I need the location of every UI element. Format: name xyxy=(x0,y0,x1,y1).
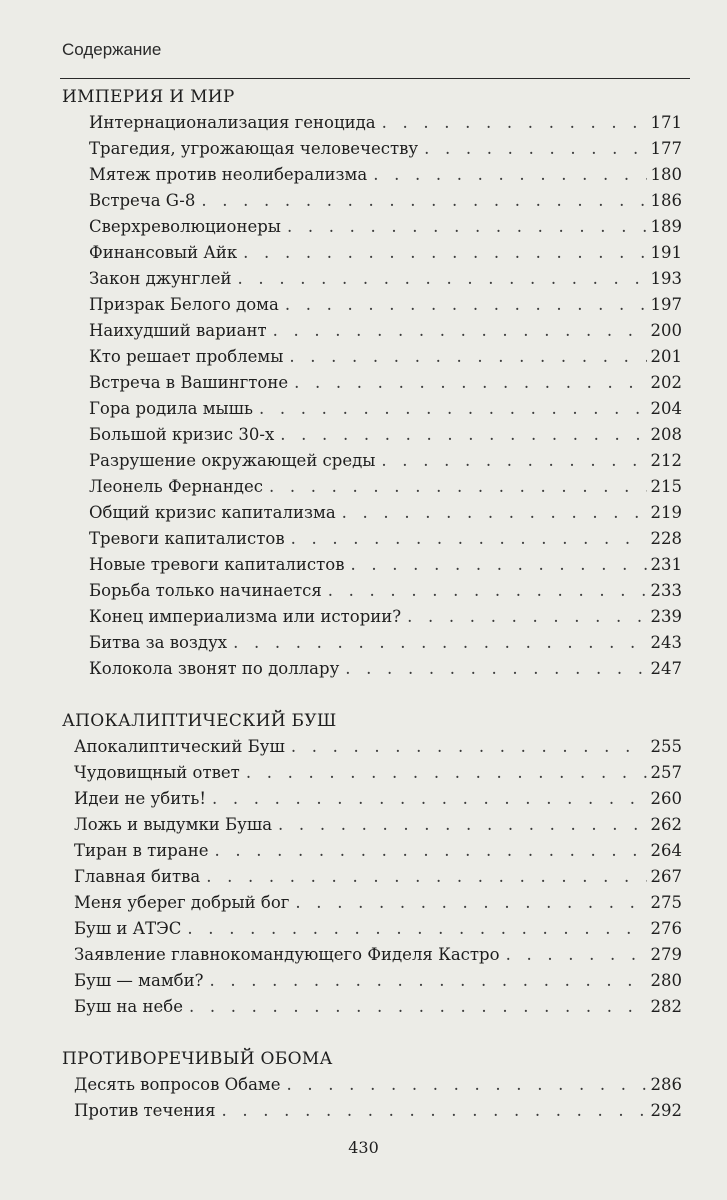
dot-leader xyxy=(345,656,646,682)
entry-page-number: 201 xyxy=(650,347,682,366)
entry-page-number: 279 xyxy=(650,945,682,964)
entry-page-number: 267 xyxy=(650,867,682,886)
dot-leader xyxy=(291,734,647,760)
entry-title: Сверхреволюционеры xyxy=(89,217,281,236)
entry-title: Наихудший вариант xyxy=(89,321,267,340)
entry-title: Идеи не убить! xyxy=(74,789,206,808)
toc-entry xyxy=(62,188,682,214)
entry-title: Интернационализация геноцида xyxy=(89,113,376,132)
dot-leader xyxy=(328,578,647,604)
dot-leader xyxy=(407,604,646,630)
entry-page-number: 177 xyxy=(650,139,682,158)
dot-leader xyxy=(506,942,647,968)
entry-title: Апокалиптический Буш xyxy=(74,737,285,756)
toc-entry xyxy=(62,162,682,188)
dot-leader xyxy=(243,240,646,266)
entry-page-number: 255 xyxy=(650,737,682,756)
dot-leader xyxy=(246,760,647,786)
toc-entry xyxy=(62,318,682,344)
dot-leader xyxy=(287,1072,647,1098)
toc-entry xyxy=(62,266,682,292)
toc-entry xyxy=(62,864,682,890)
toc-entry xyxy=(62,838,682,864)
entry-page-number: 280 xyxy=(650,971,682,990)
section-entries-apocalyptic-bush xyxy=(62,734,682,1020)
entry-title: Разрушение окружающей среды xyxy=(89,451,376,470)
entry-page-number: 247 xyxy=(650,659,682,678)
toc-entry xyxy=(62,240,682,266)
dot-leader xyxy=(214,838,646,864)
entry-page-number: 219 xyxy=(650,503,682,522)
dot-leader xyxy=(209,968,646,994)
entry-page-number: 200 xyxy=(650,321,682,340)
entry-page-number: 228 xyxy=(650,529,682,548)
toc-entry xyxy=(62,890,682,916)
entry-title: Мятеж против неолиберализма xyxy=(89,165,368,184)
entry-title: Главная битва xyxy=(74,867,201,886)
entry-page-number: 262 xyxy=(650,815,682,834)
toc-entry xyxy=(62,526,682,552)
entry-title: Финансовый Айк xyxy=(89,243,238,262)
dot-leader xyxy=(187,916,646,942)
entry-title: Буш — мамби? xyxy=(74,971,204,990)
entry-page-number: 202 xyxy=(650,373,682,392)
entry-page-number: 243 xyxy=(650,633,682,652)
entry-page-number: 233 xyxy=(650,581,682,600)
toc-entry xyxy=(62,474,682,500)
dot-leader xyxy=(424,136,646,162)
toc-entry xyxy=(62,136,682,162)
table-of-contents xyxy=(62,84,682,1124)
entry-title: Встреча в Вашингтоне xyxy=(89,373,289,392)
entry-page-number: 264 xyxy=(650,841,682,860)
entry-title: Кто решает проблемы xyxy=(89,347,284,366)
running-head: Содержание xyxy=(62,40,162,59)
toc-entry xyxy=(62,760,682,786)
dot-leader xyxy=(285,292,647,318)
dot-leader xyxy=(238,266,647,292)
entry-title: Встреча G-8 xyxy=(89,191,196,210)
section-entries-empire-and-world xyxy=(62,110,682,682)
toc-entry xyxy=(62,422,682,448)
toc-entry xyxy=(62,110,682,136)
toc-entry xyxy=(62,786,682,812)
entry-page-number: 208 xyxy=(650,425,682,444)
toc-entry xyxy=(62,968,682,994)
dot-leader xyxy=(269,474,647,500)
entry-page-number: 292 xyxy=(650,1101,682,1120)
entry-page-number: 286 xyxy=(650,1075,682,1094)
entry-page-number: 275 xyxy=(650,893,682,912)
entry-page-number: 186 xyxy=(650,191,682,210)
toc-entry xyxy=(62,994,682,1020)
toc-entry xyxy=(62,214,682,240)
toc-entry xyxy=(62,552,682,578)
dot-leader xyxy=(289,344,646,370)
entry-page-number: 191 xyxy=(650,243,682,262)
dot-leader xyxy=(212,786,647,812)
entry-page-number: 171 xyxy=(650,113,682,132)
entry-title: Закон джунглей xyxy=(89,269,232,288)
toc-entry xyxy=(62,370,682,396)
entry-page-number: 231 xyxy=(650,555,682,574)
dot-leader xyxy=(206,864,646,890)
dot-leader xyxy=(295,890,646,916)
entry-page-number: 276 xyxy=(650,919,682,938)
toc-entry xyxy=(62,916,682,942)
entry-title: Битва за воздух xyxy=(89,633,228,652)
entry-title: Призрак Белого дома xyxy=(89,295,279,314)
entry-title: Конец империализма или истории? xyxy=(89,607,402,626)
entry-title: Заявление главнокомандующего Фиделя Кастро xyxy=(74,945,500,964)
entry-title: Гора родила мышь xyxy=(89,399,254,418)
entry-title: Тиран в тиране xyxy=(74,841,209,860)
entry-page-number: 215 xyxy=(650,477,682,496)
entry-title: Против течения xyxy=(74,1101,216,1120)
toc-entry xyxy=(62,448,682,474)
entry-page-number: 212 xyxy=(650,451,682,470)
dot-leader xyxy=(280,422,646,448)
entry-title: Колокола звонят по доллару xyxy=(89,659,340,678)
header-rule xyxy=(60,78,690,79)
entry-title: Чудовищный ответ xyxy=(74,763,240,782)
dot-leader xyxy=(382,110,647,136)
toc-entry xyxy=(62,396,682,422)
entry-title: Новые тревоги капиталистов xyxy=(89,555,345,574)
entry-title: Буш и АТЭС xyxy=(74,919,182,938)
dot-leader xyxy=(294,370,646,396)
entry-page-number: 257 xyxy=(650,763,682,782)
toc-entry xyxy=(62,344,682,370)
toc-entry xyxy=(62,656,682,682)
toc-entry xyxy=(62,292,682,318)
toc-entry xyxy=(62,942,682,968)
dot-leader xyxy=(278,812,646,838)
entry-title: Ложь и выдумки Буша xyxy=(74,815,273,834)
toc-entry xyxy=(62,1072,682,1098)
entry-title: Буш на небе xyxy=(74,997,183,1016)
entry-page-number: 193 xyxy=(650,269,682,288)
entry-page-number: 260 xyxy=(650,789,682,808)
dot-leader xyxy=(259,396,646,422)
entry-title: Большой кризис 30-х xyxy=(89,425,275,444)
dot-leader xyxy=(189,994,647,1020)
entry-page-number: 239 xyxy=(650,607,682,626)
dot-leader xyxy=(273,318,647,344)
dot-leader xyxy=(233,630,646,656)
toc-entry xyxy=(62,630,682,656)
section-entries-contradictory-obama xyxy=(62,1072,682,1124)
entry-title: Борьба только начинается xyxy=(89,581,322,600)
page-number: 430 xyxy=(348,1138,379,1157)
toc-entry xyxy=(62,1098,682,1124)
entry-page-number: 197 xyxy=(650,295,682,314)
toc-entry xyxy=(62,604,682,630)
dot-leader xyxy=(222,1098,647,1124)
entry-page-number: 204 xyxy=(650,399,682,418)
dot-leader xyxy=(373,162,646,188)
toc-entry xyxy=(62,734,682,760)
entry-title: Тревоги капиталистов xyxy=(89,529,285,548)
entry-title: Общий кризис капитализма xyxy=(89,503,336,522)
entry-title: Десять вопросов Обаме xyxy=(74,1075,281,1094)
toc-entry xyxy=(62,578,682,604)
entry-title: Меня уберег добрый бог xyxy=(74,893,290,912)
dot-leader xyxy=(381,448,646,474)
dot-leader xyxy=(291,526,647,552)
section-title-empire-and-world: ИМПЕРИЯ И МИР xyxy=(62,87,235,107)
entry-page-number: 189 xyxy=(650,217,682,236)
dot-leader xyxy=(351,552,647,578)
toc-entry xyxy=(62,500,682,526)
entry-page-number: 180 xyxy=(650,165,682,184)
toc-entry xyxy=(62,812,682,838)
entry-title: Трагедия, угрожающая человечеству xyxy=(89,139,419,158)
section-title-apocalyptic-bush: АПОКАЛИПТИЧЕСКИЙ БУШ xyxy=(62,711,337,731)
dot-leader xyxy=(201,188,646,214)
dot-leader xyxy=(287,214,647,240)
section-title-contradictory-obama: ПРОТИВОРЕЧИВЫЙ ОБОМА xyxy=(62,1049,333,1069)
dot-leader xyxy=(342,500,647,526)
entry-page-number: 282 xyxy=(650,997,682,1016)
entry-title: Леонель Фернандес xyxy=(89,477,263,496)
